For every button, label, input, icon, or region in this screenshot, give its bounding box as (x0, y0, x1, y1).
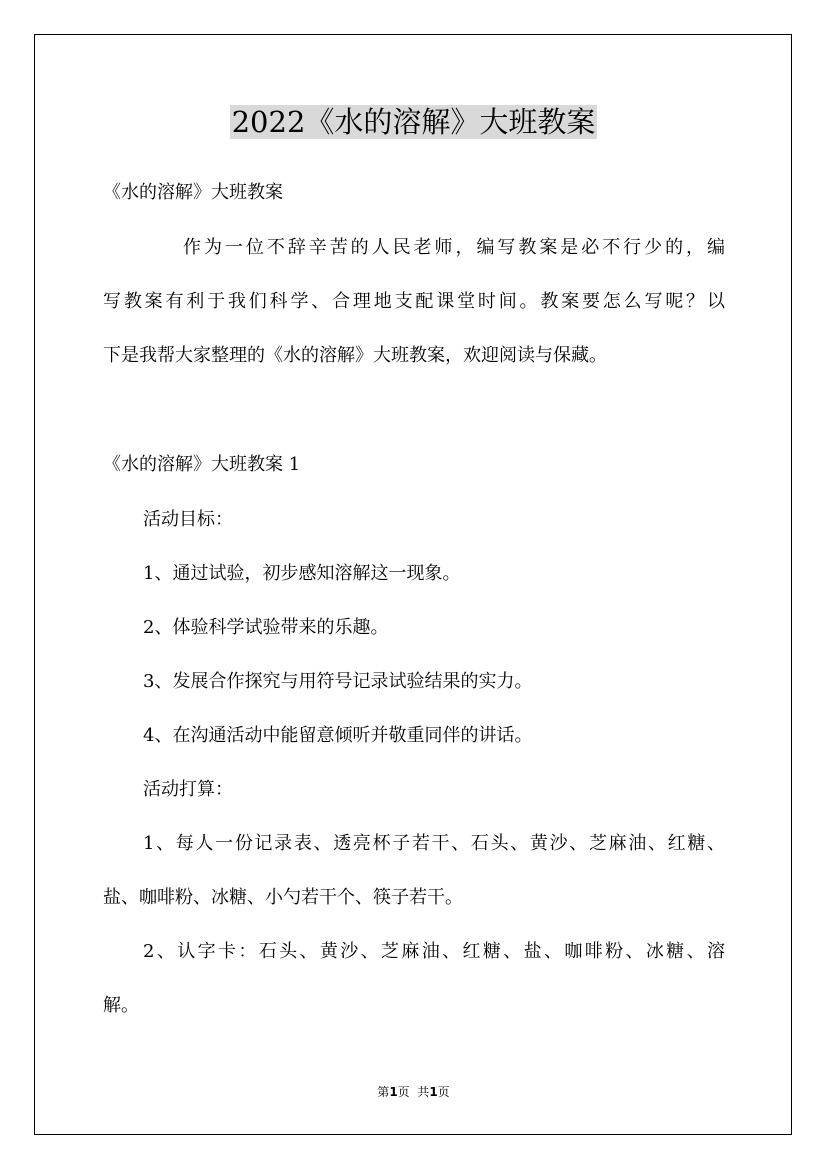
goals-heading: 活动目标： (143, 509, 233, 530)
intro-line-3: 下是我帮大家整理的《水的溶解》大班教案，欢迎阅读与保藏。 (103, 345, 607, 366)
footer-prefix: 第 (377, 1085, 390, 1099)
intro-line-1: 作为一位不辞辛苦的人民老师，编写教案是必不行少的，编 (183, 237, 725, 258)
goal-item-2: 2、体验科学试验带来的乐趣。 (143, 617, 389, 638)
goal-item-4: 4、在沟通活动中能留意倾听并敬重同伴的讲话。 (143, 725, 533, 746)
section-heading: 《水的溶解》大班教案 1 (103, 454, 301, 475)
document-title-text: 2022《水的溶解》大班教案 (231, 105, 596, 139)
footer-suffix: 页 (437, 1085, 450, 1099)
footer-total-pages: 1 (429, 1085, 438, 1099)
prep-item-1-line-1: 1、每人一份记录表、透亮杯子若干、石头、黄沙、芝麻油、红糖、 (143, 833, 725, 854)
prep-item-2-line-2: 解。 (103, 995, 139, 1016)
page-footer (0, 1084, 827, 1100)
goal-item-1: 1、通过试验，初步感知溶解这一现象。 (143, 563, 461, 584)
footer-current-page: 1 (389, 1085, 398, 1099)
intro-line-2: 写教案有利于我们科学、合理地支配课堂时间。教案要怎么写呢？以 (103, 291, 725, 312)
goal-item-3: 3、发展合作探究与用符号记录试验结果的实力。 (143, 671, 533, 692)
document-title (0, 102, 827, 142)
prep-item-1-line-2: 盐、咖啡粉、冰糖、小勺若干个、筷子若干。 (103, 887, 463, 908)
footer-mid: 页 共 (397, 1085, 430, 1099)
prep-heading: 活动打算： (143, 779, 233, 800)
prep-item-2-line-1: 2、认字卡：石头、黄沙、芝麻油、红糖、盐、咖啡粉、冰糖、溶 (143, 941, 725, 962)
document-subtitle: 《水的溶解》大班教案 (103, 182, 283, 203)
